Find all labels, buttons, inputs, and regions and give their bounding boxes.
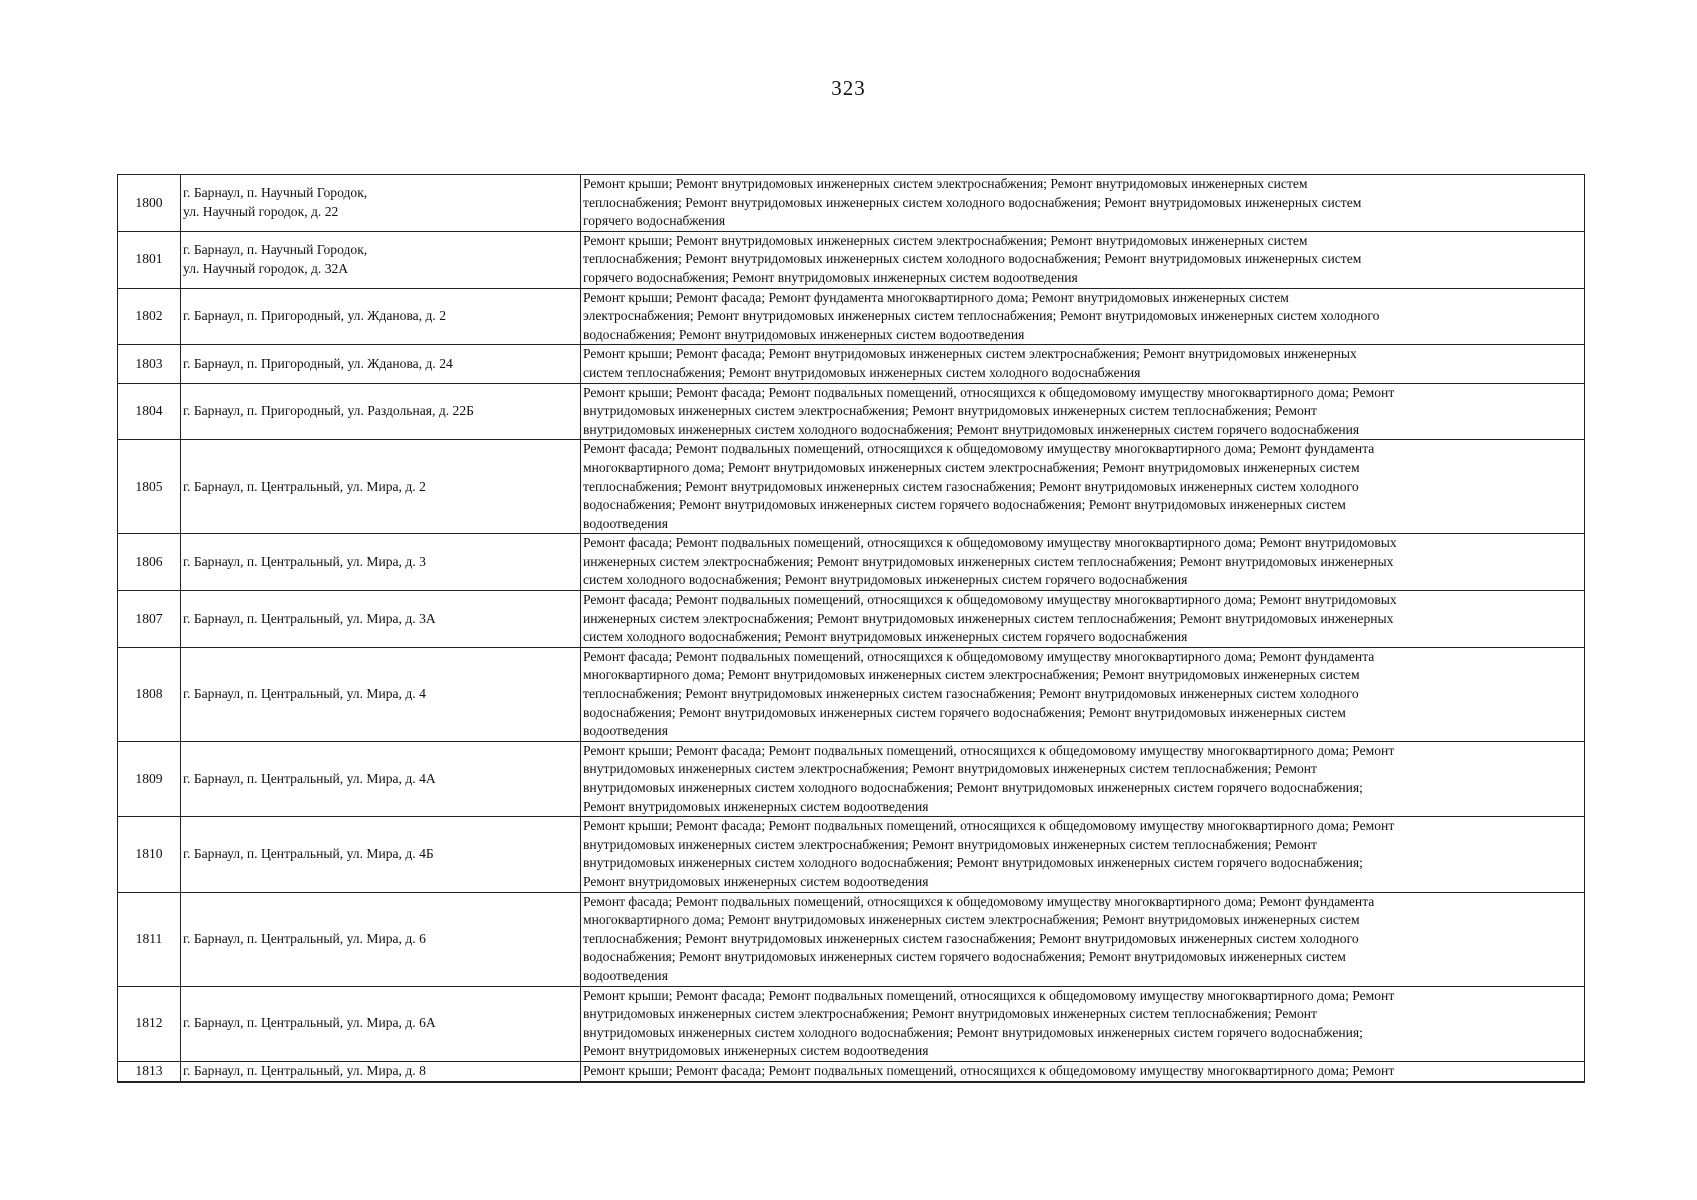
row-works (581, 288, 1585, 345)
row-number: 1803 (118, 345, 181, 383)
row-address (181, 534, 581, 591)
registry-table (117, 174, 1585, 1083)
row-works (581, 741, 1585, 816)
row-address-text: г. Барнаул, п. Центральный, ул. Мира, д. 3А (183, 610, 436, 626)
row-address (181, 986, 581, 1061)
row-address-text: г. Барнаул, п. Центральный, ул. Мира, д. 4 (183, 686, 426, 702)
row-works-text: Ремонт фасада; Ремонт подвальных помещений, относящихся к общедомовому имуществу многоквартирного дома; Ремонт фундамента многоквартирного дома; Ремонт внутридомовых инженерных систем электроснабжения; Ремонт внутридомовых инженерных систем теплоснабжения; Ремонт внутридомовых инженерных систем газоснабжения; Ремонт внутридомовых инженерных систем холодного водоснабжения; Ремонт внутридомовых инженерных систем горячего водоснабжения; Ремонт внутридомовых инженерных систем водоотведения (583, 648, 1375, 739)
row-address-text: г. Барнаул, п. Центральный, ул. Мира, д. 2 (183, 478, 426, 494)
row-address (181, 591, 581, 648)
registry-table-body (118, 175, 1585, 1082)
row-address (181, 175, 581, 232)
page-number: 323 (831, 76, 866, 100)
row-number: 1806 (118, 534, 181, 591)
row-works (581, 986, 1585, 1061)
row-address-text: г. Барнаул, п. Центральный, ул. Мира, д. 4Б (183, 846, 434, 862)
row-address-text: г. Барнаул, п. Центральный, ул. Мира, д. 6А (183, 1015, 436, 1031)
row-works (581, 383, 1585, 440)
table-row (118, 986, 1585, 1061)
row-address-text: г. Барнаул, п. Центральный, ул. Мира, д. 4А (183, 770, 436, 786)
row-address-text: г. Барнаул, п. Научный Городок, ул. Научный городок, д. 22 (183, 185, 368, 219)
table-row (118, 534, 1585, 591)
row-works-text: Ремонт крыши; Ремонт фасада; Ремонт подвальных помещений, относящихся к общедомовому имуществу многоквартирного дома; Ремонт (583, 1062, 1395, 1078)
row-address-text: г. Барнаул, п. Пригородный, ул. Раздольная, д. 22Б (183, 403, 474, 419)
row-address (181, 741, 581, 816)
row-address-text: г. Барнаул, п. Центральный, ул. Мира, д. 3 (183, 553, 426, 569)
row-works (581, 591, 1585, 648)
row-works-text: Ремонт крыши; Ремонт фасада; Ремонт подвальных помещений, относящихся к общедомовому имуществу многоквартирного дома; Ремонт внутридомовых инженерных систем электроснабжения; Ремонт внутридомовых инженерных систем теплоснабжения; Ремонт внутридомовых инженерных систем холодного водоснабжения; Ремонт внутридомовых инженерных систем горячего водоснабжения; Ремонт внутридомовых инженерных систем водоотведения (583, 818, 1395, 889)
row-address (181, 288, 581, 345)
row-address (181, 383, 581, 440)
table-row (118, 231, 1585, 288)
row-number: 1811 (118, 892, 181, 986)
table-row (118, 440, 1585, 534)
row-address-text: г. Барнаул, п. Пригородный, ул. Жданова, д. 24 (183, 355, 453, 371)
table-row (118, 345, 1585, 383)
row-works (581, 534, 1585, 591)
row-address-text: г. Барнаул, п. Пригородный, ул. Жданова, д. 2 (183, 308, 447, 324)
row-number: 1813 (118, 1061, 181, 1081)
table-row (118, 1061, 1585, 1081)
row-works (581, 231, 1585, 288)
row-number: 1800 (118, 175, 181, 232)
row-works (581, 1061, 1585, 1081)
row-address (181, 231, 581, 288)
table-row (118, 817, 1585, 892)
row-address-text: г. Барнаул, п. Центральный, ул. Мира, д. 6 (183, 930, 426, 946)
row-works (581, 175, 1585, 232)
row-number: 1802 (118, 288, 181, 345)
row-works-text: Ремонт крыши; Ремонт внутридомовых инженерных систем электроснабжения; Ремонт внутридомовых инженерных систем теплоснабжения; Ремонт внутридомовых инженерных систем холодного водоснабжения; Ремонт внутридомовых инженерных систем горячего водоснабжения; Ремонт внутридомовых инженерных систем водоотведения (583, 232, 1362, 285)
row-number: 1809 (118, 741, 181, 816)
row-address-text: г. Барнаул, п. Центральный, ул. Мира, д. 8 (183, 1062, 426, 1078)
row-works (581, 892, 1585, 986)
table-row (118, 647, 1585, 741)
row-works-text: Ремонт фасада; Ремонт подвальных помещений, относящихся к общедомовому имуществу многоквартирного дома; Ремонт внутридомовых инженерных систем электроснабжения; Ремонт внутридомовых инженерных систем теплоснабжения; Ремонт внутридомовых инженерных систем холодного водоснабжения; Ремонт внутридомовых инженерных систем горячего водоснабжения (583, 535, 1397, 588)
row-works-text: Ремонт крыши; Ремонт фасада; Ремонт подвальных помещений, относящихся к общедомовому имуществу многоквартирного дома; Ремонт внутридомовых инженерных систем электроснабжения; Ремонт внутридомовых инженерных систем теплоснабжения; Ремонт внутридомовых инженерных систем холодного водоснабжения; Ремонт внутридомовых инженерных систем горячего водоснабжения; Ремонт внутридомовых инженерных систем водоотведения (583, 987, 1395, 1059)
row-number: 1808 (118, 647, 181, 741)
row-works-text: Ремонт крыши; Ремонт фасада; Ремонт внутридомовых инженерных систем электроснабжения; Ремонт внутридомовых инженерных систем теплоснабжения; Ремонт внутридомовых инженерных систем холодного водоснабжения (583, 346, 1357, 380)
table-row (118, 175, 1585, 232)
row-number: 1804 (118, 383, 181, 440)
row-number: 1805 (118, 440, 181, 534)
row-number: 1812 (118, 986, 181, 1061)
row-address (181, 647, 581, 741)
table-row (118, 892, 1585, 986)
table-row (118, 741, 1585, 816)
row-address (181, 345, 581, 383)
row-works (581, 440, 1585, 534)
table-row (118, 383, 1585, 440)
row-works (581, 647, 1585, 741)
row-address (181, 817, 581, 892)
row-address (181, 1061, 581, 1081)
row-number: 1810 (118, 817, 181, 892)
row-address (181, 440, 581, 534)
row-address-text: г. Барнаул, п. Научный Городок, ул. Научный городок, д. 32А (183, 242, 368, 276)
row-works-text: Ремонт крыши; Ремонт фасада; Ремонт фундамента многоквартирного дома; Ремонт внутридомовых инженерных систем электроснабжения; Ремонт внутридомовых инженерных систем теплоснабжения; Ремонт внутридомовых инженерных систем холодного водоснабжения; Ремонт внутридомовых инженерных систем водоотведения (583, 289, 1380, 342)
table-row (118, 591, 1585, 648)
row-works-text: Ремонт крыши; Ремонт фасада; Ремонт подвальных помещений, относящихся к общедомовому имуществу многоквартирного дома; Ремонт внутридомовых инженерных систем электроснабжения; Ремонт внутридомовых инженерных систем теплоснабжения; Ремонт внутридомовых инженерных систем холодного водоснабжения; Ремонт внутридомовых инженерных систем горячего водоснабжения (583, 384, 1395, 437)
row-address (181, 892, 581, 986)
row-number: 1807 (118, 591, 181, 648)
row-works (581, 817, 1585, 892)
row-works-text: Ремонт фасада; Ремонт подвальных помещений, относящихся к общедомовому имуществу многоквартирного дома; Ремонт фундамента многоквартирного дома; Ремонт внутридомовых инженерных систем электроснабжения; Ремонт внутридомовых инженерных систем теплоснабжения; Ремонт внутридомовых инженерных систем газоснабжения; Ремонт внутридомовых инженерных систем холодного водоснабжения; Ремонт внутридомовых инженерных систем горячего водоснабжения; Ремонт внутридомовых инженерных систем водоотведения (583, 893, 1375, 983)
row-works-text: Ремонт фасада; Ремонт подвальных помещений, относящихся к общедомовому имуществу многоквартирного дома; Ремонт фундамента многоквартирного дома; Ремонт внутридомовых инженерных систем электроснабжения; Ремонт внутридомовых инженерных систем теплоснабжения; Ремонт внутридомовых инженерных систем газоснабжения; Ремонт внутридомовых инженерных систем холодного водоснабжения; Ремонт внутридомовых инженерных систем горячего водоснабжения; Ремонт внутридомовых инженерных систем водоотведения (583, 441, 1375, 531)
row-works-text: Ремонт фасада; Ремонт подвальных помещений, относящихся к общедомовому имуществу многоквартирного дома; Ремонт внутридомовых инженерных систем электроснабжения; Ремонт внутридомовых инженерных систем теплоснабжения; Ремонт внутридомовых инженерных систем холодного водоснабжения; Ремонт внутридомовых инженерных систем горячего водоснабжения (583, 592, 1397, 645)
table-row (118, 288, 1585, 345)
row-works (581, 345, 1585, 383)
row-works-text: Ремонт крыши; Ремонт фасада; Ремонт подвальных помещений, относящихся к общедомовому имуществу многоквартирного дома; Ремонт внутридомовых инженерных систем электроснабжения; Ремонт внутридомовых инженерных систем теплоснабжения; Ремонт внутридомовых инженерных систем холодного водоснабжения; Ремонт внутридомовых инженерных систем горячего водоснабжения; Ремонт внутридомовых инженерных систем водоотведения (583, 742, 1395, 814)
row-number: 1801 (118, 231, 181, 288)
row-works-text: Ремонт крыши; Ремонт внутридомовых инженерных систем электроснабжения; Ремонт внутридомовых инженерных систем теплоснабжения; Ремонт внутридомовых инженерных систем холодного водоснабжения; Ремонт внутридомовых инженерных систем горячего водоснабжения (583, 176, 1362, 229)
